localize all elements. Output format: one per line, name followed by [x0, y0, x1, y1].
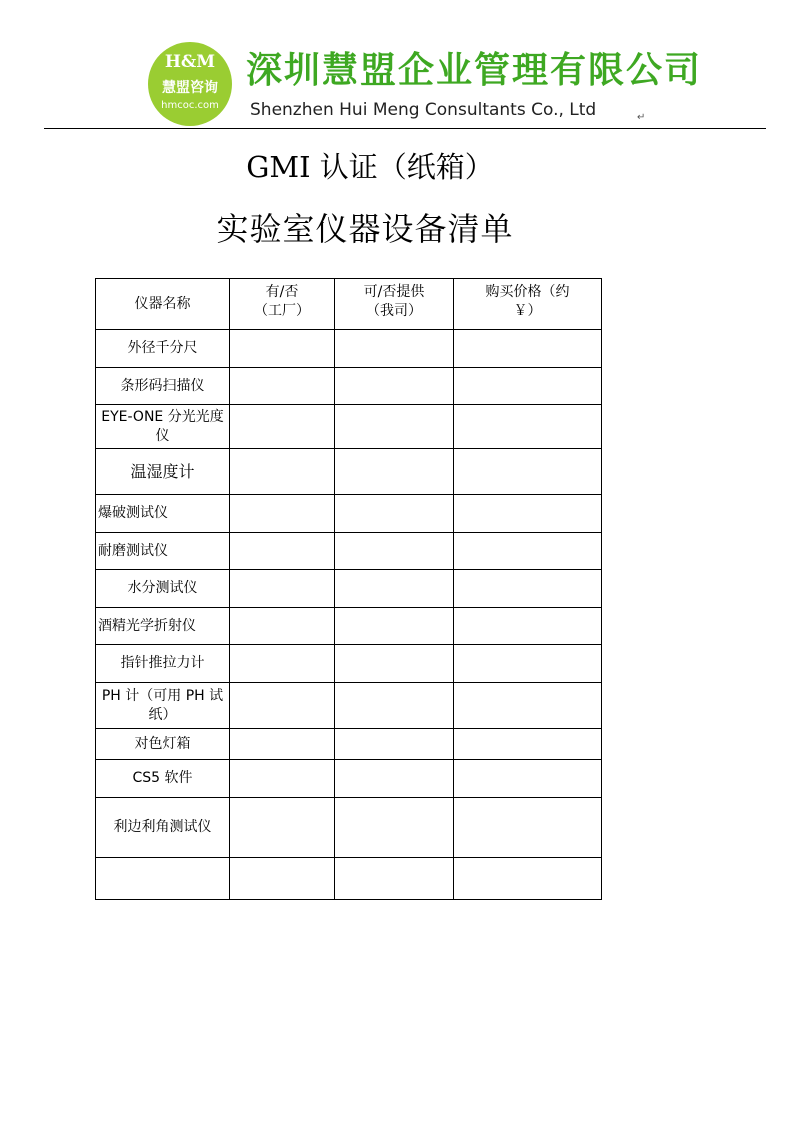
company-name-en: Shenzhen Hui Meng Consultants Co., Ltd [250, 100, 597, 120]
provide-cell[interactable] [335, 645, 454, 683]
table-row [96, 570, 602, 608]
price-cell[interactable] [454, 368, 602, 405]
has-cell[interactable] [230, 645, 335, 683]
table-row [96, 760, 602, 798]
table-row [96, 683, 602, 729]
instrument-name-cell: 利边利角测试仪 [96, 798, 230, 858]
instrument-name-cell: 耐磨测试仪 [96, 533, 230, 570]
table-row [96, 330, 602, 368]
instrument-name-cell: 指针推拉力计 [96, 645, 230, 683]
has-cell[interactable] [230, 449, 335, 495]
table-row [96, 405, 602, 449]
provide-cell[interactable] [335, 798, 454, 858]
header-divider [44, 128, 766, 129]
table-row [96, 645, 602, 683]
price-cell[interactable] [454, 495, 602, 533]
document-subtitle: 实验室仪器设备清单 [216, 210, 514, 248]
instrument-name-cell: 爆破测试仪 [96, 495, 230, 533]
instrument-name-cell: 水分测试仪 [96, 570, 230, 608]
has-cell[interactable] [230, 533, 335, 570]
header-price-line1: 购买价格（约 [485, 284, 570, 300]
provide-cell[interactable] [335, 495, 454, 533]
table-row [96, 608, 602, 645]
header-price [454, 279, 602, 330]
company-name-cn: 深圳慧盟企业管理有限公司 [246, 50, 703, 91]
table-row [96, 858, 602, 900]
provide-cell[interactable] [335, 368, 454, 405]
has-cell[interactable] [230, 683, 335, 729]
price-cell[interactable] [454, 858, 602, 900]
table-row [96, 449, 602, 495]
header-provide-line2: （我司） [366, 303, 422, 319]
has-cell[interactable] [230, 798, 335, 858]
price-cell[interactable] [454, 798, 602, 858]
has-cell[interactable] [230, 608, 335, 645]
header-instrument-name: 仪器名称 [96, 279, 230, 330]
instrument-name-cell: 酒精光学折射仪 [96, 608, 230, 645]
provide-cell[interactable] [335, 608, 454, 645]
price-cell[interactable] [454, 405, 602, 449]
instrument-name-cell: CS5 软件 [96, 760, 230, 798]
header-provide [335, 279, 454, 330]
instrument-name-cell: 外径千分尺 [96, 330, 230, 368]
logo-letters: H&M [164, 52, 216, 72]
provide-cell[interactable] [335, 858, 454, 900]
instrument-name-cell: 条形码扫描仪 [96, 368, 230, 405]
has-cell[interactable] [230, 760, 335, 798]
provide-cell[interactable] [335, 533, 454, 570]
price-cell[interactable] [454, 645, 602, 683]
price-cell[interactable] [454, 683, 602, 729]
header-has [230, 279, 335, 330]
table-header-row [96, 279, 602, 330]
price-cell[interactable] [454, 729, 602, 760]
provide-cell[interactable] [335, 449, 454, 495]
logo-url: hmcoc.com [161, 100, 219, 111]
price-cell[interactable] [454, 608, 602, 645]
price-cell[interactable] [454, 533, 602, 570]
instrument-name-cell[interactable] [96, 858, 230, 900]
has-cell[interactable] [230, 368, 335, 405]
table-row [96, 495, 602, 533]
table-row [96, 729, 602, 760]
has-cell[interactable] [230, 858, 335, 900]
provide-cell[interactable] [335, 405, 454, 449]
instrument-name-cell: 温湿度计 [96, 449, 230, 495]
table-row [96, 368, 602, 405]
header-has-line1: 有/否 [265, 284, 299, 300]
price-cell[interactable] [454, 570, 602, 608]
provide-cell[interactable] [335, 760, 454, 798]
provide-cell[interactable] [335, 570, 454, 608]
table-row [96, 798, 602, 858]
has-cell[interactable] [230, 729, 335, 760]
header-has-line2: （工厂） [254, 303, 310, 319]
header-price-line2: ￥） [513, 303, 542, 319]
paragraph-mark-icon: ↵ [637, 112, 646, 123]
price-cell[interactable] [454, 760, 602, 798]
price-cell[interactable] [454, 330, 602, 368]
provide-cell[interactable] [335, 729, 454, 760]
header-provide-line1: 可/否提供 [363, 284, 425, 300]
company-logo [148, 42, 232, 126]
instrument-name-cell: EYE-ONE 分光光度仪 [96, 405, 230, 449]
has-cell[interactable] [230, 495, 335, 533]
price-cell[interactable] [454, 449, 602, 495]
instrument-name-cell: 对色灯箱 [96, 729, 230, 760]
provide-cell[interactable] [335, 683, 454, 729]
has-cell[interactable] [230, 570, 335, 608]
provide-cell[interactable] [335, 330, 454, 368]
logo-name: 慧盟咨询 [162, 80, 218, 96]
instrument-name-cell: PH 计（可用 PH 试纸） [96, 683, 230, 729]
equipment-table [95, 278, 602, 900]
document-title: GMI 认证（纸箱） [246, 150, 494, 184]
has-cell[interactable] [230, 330, 335, 368]
has-cell[interactable] [230, 405, 335, 449]
table-row [96, 533, 602, 570]
